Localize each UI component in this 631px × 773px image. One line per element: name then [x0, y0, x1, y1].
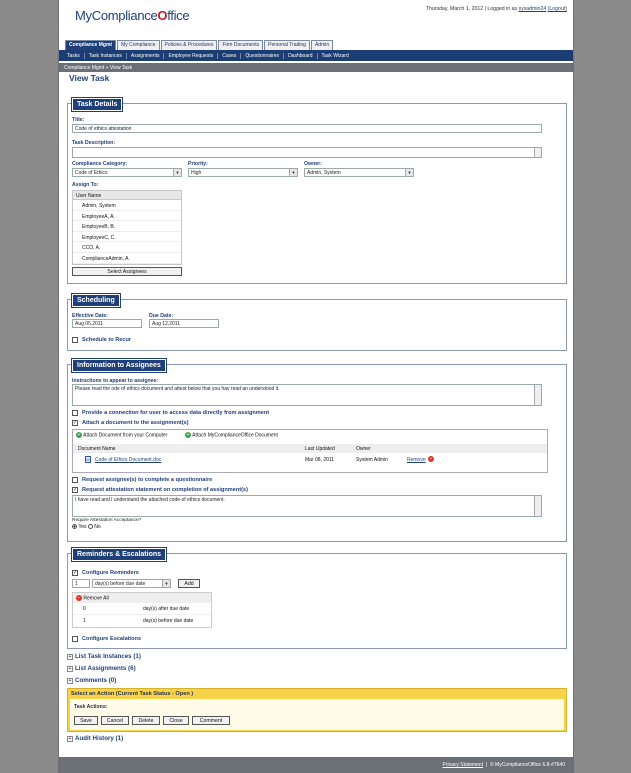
breadcrumb: Compliance Mgmt » View Task	[59, 63, 573, 72]
title-input[interactable]: Code of ethics attestation	[72, 124, 542, 133]
page	[58, 0, 574, 773]
assign-to-label: Assign To:	[72, 182, 99, 188]
chevron-down-icon: ▼	[162, 580, 170, 587]
list-item[interactable]: CCO, A.	[73, 242, 181, 253]
nav-assignments[interactable]: Assignments	[127, 53, 165, 59]
plus-icon: +	[68, 654, 72, 660]
reminder-text: day(s) after due date	[143, 606, 190, 612]
action-panel	[67, 688, 567, 732]
instructions-textarea[interactable]	[72, 384, 542, 406]
reminder-days-input[interactable]: 1	[72, 579, 90, 588]
close-button[interactable]: Close	[163, 716, 189, 725]
table-row	[73, 603, 211, 615]
chevron-down-icon: ▼	[405, 169, 413, 176]
attestation-label: Request attestation statement on completion of assignment(s)	[82, 487, 248, 493]
instructions-scrollbar[interactable]	[534, 385, 541, 405]
configure-escalations-label: Configure Escalations	[82, 636, 142, 642]
document-owner: System Admin	[356, 457, 388, 463]
description-scrollbar[interactable]	[534, 148, 541, 157]
scheduling-legend: Scheduling	[72, 294, 120, 307]
remove-all-label: Remove All	[83, 595, 109, 602]
require-acceptance-label: Require Attestation Acceptance?	[72, 518, 142, 523]
username-link[interactable]: sysadmin24	[518, 6, 547, 12]
attach-computer-label: Attach Document from your Computer	[83, 432, 168, 439]
instructions-value: Please read the ode of ethics document and attest below that you hav read an understood it.	[75, 386, 280, 392]
tab-my-compliance[interactable]: My Compliance	[117, 40, 159, 50]
category-value: Code of Ethics	[75, 170, 108, 176]
owner-select[interactable]	[304, 168, 414, 177]
radio-no[interactable]	[88, 524, 93, 529]
due-date-input[interactable]: Aug 12,2011	[149, 319, 219, 328]
main-tabs	[65, 40, 334, 50]
provide-connection-checkbox[interactable]	[72, 410, 78, 416]
task-details-section	[67, 103, 567, 284]
col-document-name: Document Name	[78, 446, 116, 452]
table-row	[73, 615, 211, 627]
title-label: Title:	[72, 117, 85, 123]
audit-history-label: Audit History (1)	[75, 735, 124, 742]
attestation-scrollbar[interactable]	[534, 496, 541, 516]
task-actions-label: Task Actions:	[74, 704, 108, 710]
attach-document-checkbox[interactable]: ✓	[73, 420, 78, 426]
word-document-icon: W	[86, 457, 90, 462]
tab-admin[interactable]: Admin	[311, 40, 333, 50]
comments-expander[interactable]	[67, 677, 116, 684]
nav-employee-requests[interactable]: Employee Requests	[164, 53, 218, 59]
provide-connection-label: Provide a connection for user to access data directly from assignment	[82, 410, 270, 416]
attach-mco-button[interactable]	[185, 432, 278, 438]
chevron-down-icon: ▼	[173, 169, 181, 176]
questionnaire-label: Request assignee(s) to complete a questionnaire	[82, 477, 213, 483]
plus-icon: +	[68, 678, 72, 684]
info-legend: Information to Assignees	[72, 359, 166, 372]
reminder-type-select[interactable]	[92, 579, 171, 588]
list-item[interactable]: Admin, System	[73, 200, 181, 211]
nav-task-wizard[interactable]: Task Wizard	[321, 52, 349, 59]
assignments-label: List Assignments (6)	[75, 665, 136, 672]
schedule-recur-label: Schedule to Recur	[82, 337, 132, 343]
description-label: Task Description:	[72, 140, 116, 146]
delete-button[interactable]: Delete	[132, 716, 160, 725]
description-input[interactable]	[72, 147, 542, 158]
logout-link[interactable]: (Logout)	[547, 6, 567, 12]
radio-yes-label: Yes	[78, 524, 87, 530]
priority-label: Priority:	[188, 161, 208, 167]
attachment-panel	[72, 429, 548, 473]
info-section	[67, 364, 567, 542]
plus-icon: +	[68, 666, 72, 672]
tab-compliance-mgmt[interactable]: Compliance Mgmt	[65, 40, 116, 50]
reminder-text: day(s) before due date	[143, 618, 194, 624]
category-label: Compliance Category:	[72, 161, 128, 167]
priority-select[interactable]	[188, 168, 298, 177]
assignments-expander[interactable]	[67, 665, 136, 672]
reminders-section	[67, 553, 567, 649]
attestation-checkbox[interactable]: ✓	[73, 487, 78, 493]
select-assignees-button[interactable]: Select Assignees	[72, 267, 182, 276]
plus-icon: +	[68, 736, 72, 742]
attach-document-label: Attach a document to the assignment(s)	[82, 420, 189, 426]
configure-reminders-label: Configure Reminders	[82, 570, 139, 576]
questionnaire-checkbox[interactable]	[72, 477, 78, 483]
action-body	[70, 699, 564, 730]
remove-icon[interactable]: −	[429, 456, 433, 462]
privacy-link[interactable]: Privacy Statement	[442, 762, 484, 768]
document-updated: Mar 08, 2011	[305, 457, 335, 463]
logo-text: MyCompliance	[75, 8, 158, 23]
task-details-legend: Task Details	[72, 98, 122, 111]
list-item[interactable]: EmployeeB, B.	[73, 221, 181, 232]
scheduling-section	[67, 299, 567, 351]
logo[interactable]	[75, 8, 189, 23]
col-owner: Owner	[356, 446, 371, 452]
category-select[interactable]	[72, 168, 182, 177]
radio-yes[interactable]	[72, 524, 77, 529]
action-header: Select an Action (Current Task Status - Open )	[71, 691, 194, 697]
task-instances-label: List Task Instances (1)	[75, 653, 141, 660]
owner-label: Owner:	[304, 161, 322, 167]
remove-document-link[interactable]: Remove	[407, 457, 426, 463]
assignee-list	[72, 190, 182, 265]
radio-no-label: No	[94, 524, 101, 530]
reminder-days: 1	[83, 618, 86, 624]
list-item[interactable]: EmployeeC, C.	[73, 232, 181, 243]
list-item[interactable]: ComplianceAdmin, A.	[73, 253, 181, 264]
user-info	[426, 6, 567, 12]
page-title: View Task	[69, 73, 110, 83]
reminder-list	[72, 592, 212, 628]
list-item[interactable]: EmployeeA, A.	[73, 211, 181, 222]
owner-value: Admin, System	[307, 170, 341, 176]
assignee-header: User Name	[73, 191, 181, 200]
reminders-legend: Reminders & Escalations	[72, 548, 166, 561]
chevron-down-icon: ▼	[289, 169, 297, 176]
schedule-recur-checkbox[interactable]	[72, 337, 78, 343]
document-table-header	[73, 444, 547, 453]
attestation-value: I have read and I understand the attached code of ethics document.	[75, 497, 225, 503]
sub-nav	[59, 50, 573, 61]
due-date-label: Due Date:	[149, 313, 174, 319]
tab-personal-trading[interactable]: Personal Trading	[264, 40, 310, 50]
add-icon: +	[186, 432, 190, 438]
nav-cases[interactable]: Cases	[218, 53, 241, 59]
tab-policies[interactable]: Policies & Procedures	[161, 40, 218, 50]
nav-questionnaires[interactable]: Questionnaires	[241, 53, 284, 59]
attach-mco-label: Attach MyComplianceOffice Document	[192, 432, 278, 439]
copyright-text: © MyComplianceOffice 6.8-#7640	[489, 762, 565, 768]
audit-history-expander[interactable]	[67, 735, 123, 742]
tab-firm-documents[interactable]: Firm Documents	[218, 40, 263, 50]
logo-text-rest: ffice	[167, 8, 190, 23]
col-last-updated: Last Updated	[305, 446, 335, 452]
attach-computer-button[interactable]	[76, 432, 167, 438]
document-link[interactable]: Code of Ethics Document.doc	[95, 457, 162, 463]
priority-value: High	[191, 170, 202, 176]
reminder-days: 0	[83, 606, 86, 612]
table-row	[73, 455, 547, 466]
add-icon: +	[77, 432, 81, 438]
remove-icon: −	[77, 595, 81, 601]
comments-label: Comments (0)	[75, 677, 117, 684]
effective-date-label: Effective Date:	[72, 313, 109, 319]
nav-task-instances[interactable]: Task Instances	[85, 53, 127, 59]
instructions-label: Instructions to appear to assignee:	[72, 378, 159, 384]
remove-all-button[interactable]	[73, 593, 211, 603]
comment-button[interactable]: Comment	[192, 716, 230, 725]
configure-reminders-checkbox[interactable]: ✓	[73, 570, 78, 576]
cancel-button[interactable]: Cancel	[101, 716, 129, 725]
add-reminder-button[interactable]: Add	[178, 579, 200, 588]
save-button[interactable]: Save	[74, 716, 98, 725]
attestation-textarea[interactable]	[72, 495, 542, 517]
nav-dashboard[interactable]: Dashboard	[284, 53, 317, 59]
configure-escalations-checkbox[interactable]	[72, 636, 78, 642]
nav-tasks[interactable]: Tasks	[63, 53, 85, 59]
footer: Privacy Statement | © MyComplianceOffice 6.8-#7640	[442, 762, 565, 768]
date-text: Thursday, March 1, 2012 | Logged in as	[425, 6, 518, 12]
task-instances-expander[interactable]	[67, 653, 141, 660]
effective-date-input[interactable]: Aug 05,2011	[72, 319, 142, 328]
logo-check-icon: O	[157, 8, 168, 23]
acceptance-radio-group	[72, 524, 101, 530]
reminder-type-value: day(s) before due date	[95, 581, 146, 587]
